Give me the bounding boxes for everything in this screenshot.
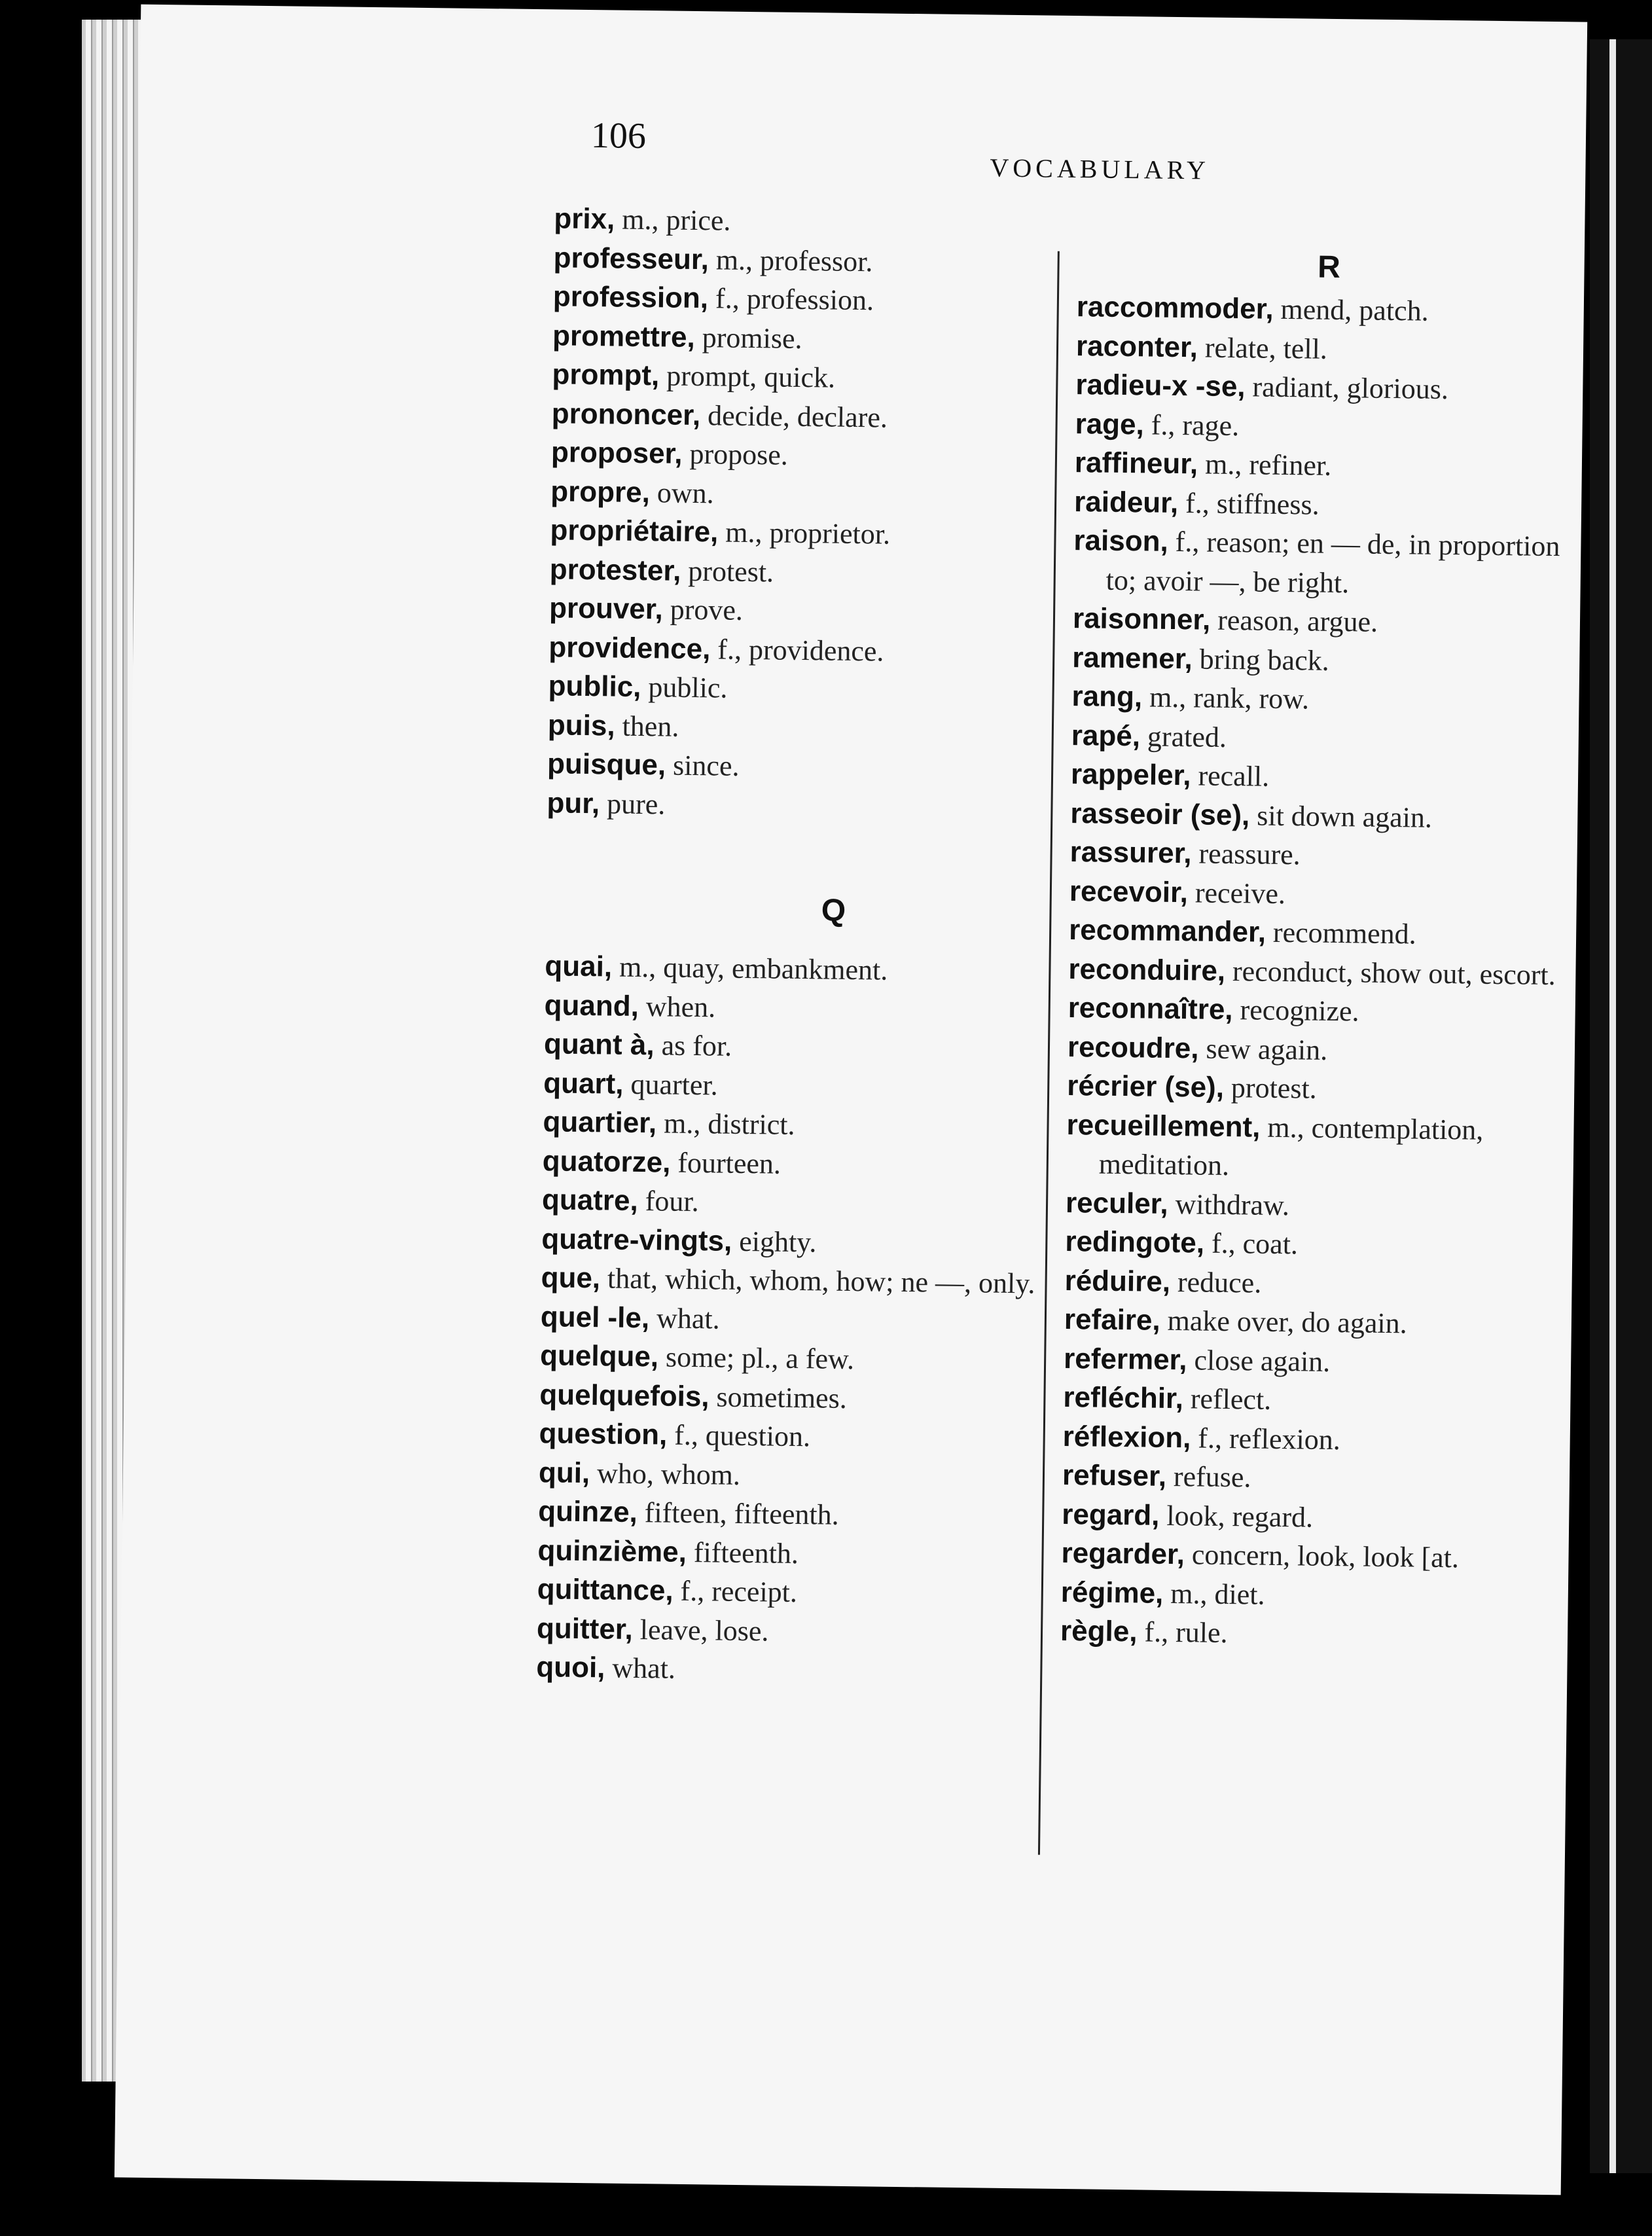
- headword: regarder,: [1061, 1536, 1185, 1571]
- headword: regard,: [1061, 1498, 1160, 1532]
- headword: propre,: [550, 475, 651, 509]
- definition: some; pl., a few.: [658, 1341, 855, 1376]
- definition: then.: [615, 710, 679, 743]
- vocab-entry: [1063, 1378, 1568, 1423]
- vocab-entry: [537, 1609, 1113, 1655]
- headword: redingote,: [1065, 1225, 1205, 1259]
- vocab-entry: [549, 588, 1126, 634]
- headword: quatre,: [541, 1183, 639, 1217]
- vocab-entry: [1060, 1572, 1565, 1617]
- headword: raison,: [1073, 524, 1169, 558]
- vocab-entry: [550, 550, 1126, 596]
- headword: quatorze,: [542, 1144, 671, 1179]
- vocab-entry: [551, 433, 1128, 478]
- headword: quai,: [545, 950, 613, 983]
- headword: raideur,: [1073, 485, 1179, 519]
- headword: prononcer,: [551, 397, 701, 431]
- definition: reflect.: [1183, 1382, 1272, 1416]
- p-entries: [547, 199, 1130, 829]
- headword: reculer,: [1065, 1186, 1168, 1220]
- definition: recall.: [1191, 759, 1270, 793]
- headword: quand,: [544, 988, 639, 1022]
- vocab-entry: [539, 1414, 1115, 1460]
- vocab-entry: [1071, 677, 1576, 722]
- headword: quant à,: [543, 1028, 655, 1062]
- vocab-entry: [538, 1492, 1115, 1538]
- vocab-entry: [548, 666, 1124, 712]
- definition: radiant, glorious.: [1245, 370, 1449, 406]
- q-entries: [536, 947, 1121, 1693]
- definition: four.: [637, 1185, 699, 1218]
- headword: prouver,: [548, 592, 664, 626]
- vocab-entry: [1062, 1456, 1567, 1501]
- vocab-entry: [540, 1336, 1117, 1382]
- vocab-entry: [1064, 1339, 1568, 1384]
- vocab-entry: [548, 706, 1124, 751]
- vocab-entry: [1073, 599, 1577, 644]
- vocab-entry: [1062, 1494, 1566, 1540]
- vocab-entry: [544, 1024, 1121, 1070]
- vocab-entry: [1067, 1066, 1571, 1111]
- definition: m., rank, row.: [1141, 681, 1310, 715]
- page-number: 106: [590, 115, 647, 157]
- headword: prompt,: [552, 358, 660, 392]
- headword: quartier,: [543, 1106, 657, 1140]
- vocab-entry: [543, 1102, 1119, 1148]
- definition: prove.: [662, 593, 744, 626]
- vocab-entry: [1068, 1028, 1572, 1073]
- definition: f., rule.: [1137, 1615, 1228, 1650]
- vocab-entry: [542, 1142, 1119, 1187]
- definition: what.: [649, 1301, 720, 1335]
- definition: concern, look, look [at.: [1184, 1538, 1460, 1574]
- headword: recueillement,: [1066, 1108, 1261, 1144]
- definition: m., quay, embankment.: [611, 950, 888, 986]
- definition: sometimes.: [709, 1380, 848, 1415]
- r-entries: [1060, 287, 1581, 1657]
- vocab-entry: [1064, 1261, 1569, 1307]
- definition: m., proprietor.: [718, 516, 891, 550]
- definition: as for.: [654, 1029, 732, 1062]
- headword: règle,: [1060, 1614, 1138, 1648]
- vocab-entry: [1071, 716, 1575, 761]
- vocab-entry: [1076, 287, 1581, 333]
- definition: f., coat.: [1204, 1227, 1299, 1261]
- definition: leave, lose.: [632, 1613, 769, 1648]
- headword: question,: [539, 1417, 668, 1451]
- headword: rage,: [1075, 407, 1145, 441]
- headword: refléchir,: [1063, 1380, 1184, 1415]
- headword: refuser,: [1062, 1458, 1167, 1492]
- headword: radieu-x -se,: [1075, 369, 1246, 403]
- headword: reconduire,: [1068, 952, 1226, 987]
- headword: quinze,: [537, 1495, 638, 1529]
- headword: refermer,: [1063, 1342, 1187, 1376]
- vocab-entry: [1066, 1183, 1570, 1229]
- vocab-entry: [1069, 911, 1573, 956]
- headword: rang,: [1071, 680, 1143, 713]
- headword: professeur,: [553, 241, 709, 276]
- headword: qui,: [538, 1456, 590, 1489]
- vocab-entry: [1068, 950, 1573, 995]
- definition: f., reflexion.: [1191, 1421, 1341, 1456]
- definition: what.: [605, 1651, 676, 1685]
- definition: receive.: [1187, 876, 1286, 910]
- definition: m., price.: [615, 203, 731, 237]
- definition: f., providence.: [710, 632, 884, 668]
- vocab-entry: [552, 355, 1128, 401]
- definition: public.: [641, 671, 728, 704]
- definition: recognize.: [1232, 994, 1359, 1028]
- vocab-entry: [547, 744, 1124, 790]
- vocab-entry: [1069, 872, 1574, 917]
- vocab-entry: [539, 1375, 1116, 1421]
- section-letter-q: Q: [821, 893, 846, 928]
- vocab-entry: [544, 986, 1121, 1032]
- headword: raisonner,: [1072, 602, 1211, 636]
- headword: recevoir,: [1069, 875, 1189, 909]
- definition: m., refiner.: [1197, 448, 1332, 482]
- headword: promettre,: [552, 319, 696, 353]
- vocab-entry: [1066, 1106, 1570, 1189]
- headword: raffineur,: [1074, 446, 1198, 480]
- headword: public,: [548, 670, 641, 704]
- definition: bring back.: [1192, 642, 1329, 677]
- headword: quitter,: [536, 1612, 634, 1646]
- vocab-entry: [543, 1064, 1120, 1109]
- definition: f., reason; en — de, in proportion to; avoir —, be right.: [1105, 525, 1560, 599]
- headword: providence,: [548, 630, 711, 665]
- vocab-entry: [552, 316, 1129, 362]
- definition: m., diet.: [1163, 1577, 1265, 1611]
- vocab-entry: [1061, 1534, 1566, 1579]
- definition: relate, tell.: [1197, 331, 1328, 365]
- definition: fourteen.: [670, 1146, 781, 1180]
- headword: récrier (se),: [1066, 1070, 1225, 1104]
- vocab-entry: [1073, 521, 1577, 605]
- vocab-entry: [536, 1648, 1113, 1693]
- vocab-entry: [541, 1258, 1117, 1304]
- definition: who, whom.: [589, 1456, 741, 1491]
- headword: puisque,: [547, 748, 666, 782]
- vocab-entry: [1071, 755, 1575, 800]
- right-column: [1060, 242, 1581, 1657]
- definition: eighty.: [731, 1225, 817, 1258]
- headword: quelquefois,: [539, 1378, 709, 1413]
- definition: propose.: [682, 437, 789, 471]
- vocab-entry: [1070, 794, 1575, 839]
- headword: pur,: [547, 786, 600, 820]
- headword: puis,: [547, 708, 615, 742]
- vocab-entry: [553, 238, 1130, 284]
- headword: proposer,: [550, 436, 683, 470]
- vocab-entry: [537, 1531, 1114, 1577]
- headword: refaire,: [1064, 1303, 1160, 1337]
- definition: f., profession.: [708, 282, 874, 317]
- vocab-entry: [1075, 443, 1579, 488]
- vocab-entry: [553, 277, 1130, 323]
- definition: fifteen, fifteenth.: [637, 1496, 839, 1531]
- definition: recommend.: [1265, 916, 1416, 950]
- headword: reconnaître,: [1068, 992, 1233, 1026]
- headword: rappeler,: [1070, 758, 1191, 792]
- vocab-entry: [1065, 1222, 1570, 1267]
- definition: promise.: [694, 321, 802, 355]
- definition: m., district.: [656, 1107, 795, 1141]
- page-header: [139, 103, 1586, 206]
- headword: protester,: [549, 552, 681, 587]
- vocab-entry: [550, 472, 1127, 518]
- definition: refuse.: [1166, 1460, 1251, 1494]
- definition: grated.: [1140, 719, 1227, 753]
- definition: sew again.: [1198, 1032, 1328, 1066]
- definition: since.: [665, 749, 740, 782]
- section-letter-r: R: [1317, 249, 1341, 285]
- definition: when.: [638, 990, 716, 1023]
- headword: prix,: [554, 202, 615, 236]
- vocab-entry: [1076, 327, 1581, 372]
- book-page: [115, 5, 1587, 2195]
- definition: reassure.: [1191, 837, 1301, 871]
- definition: own.: [649, 476, 714, 509]
- definition: sit down again.: [1249, 799, 1433, 834]
- vocab-entry: [1069, 833, 1574, 878]
- definition: fifteenth.: [686, 1536, 799, 1570]
- definition: mend, patch.: [1273, 293, 1429, 327]
- vocab-entry: [1074, 482, 1579, 528]
- definition: look, regard.: [1159, 1499, 1314, 1534]
- right-page-edge: [1590, 39, 1652, 2173]
- definition: reason, argue.: [1210, 604, 1378, 638]
- headword: quinzième,: [537, 1534, 687, 1568]
- headword: régime,: [1060, 1576, 1164, 1610]
- headword: recommander,: [1068, 914, 1266, 948]
- vocab-entry: [545, 947, 1121, 992]
- headword: raconter,: [1075, 329, 1198, 363]
- vocab-entry: [1068, 988, 1572, 1034]
- headword: réduire,: [1064, 1264, 1171, 1298]
- definition: pure.: [599, 787, 666, 820]
- definition: f., stiffness.: [1177, 486, 1320, 521]
- vocab-entry: [551, 394, 1128, 440]
- vocab-entry: [1075, 405, 1579, 450]
- vocab-entry: [1060, 1612, 1565, 1657]
- definition: make over, do again.: [1160, 1304, 1407, 1340]
- headword: recoudre,: [1067, 1030, 1199, 1064]
- headword: quelque,: [539, 1339, 659, 1373]
- definition: that, which, whom, how; ne —, only.: [600, 1262, 1035, 1300]
- definition: m., contemplation, meditation.: [1098, 1111, 1484, 1182]
- definition: f., receipt.: [673, 1574, 798, 1609]
- definition: f., rage.: [1143, 408, 1240, 442]
- definition: protest.: [681, 554, 774, 588]
- left-column: [536, 199, 1130, 1693]
- headword: quart,: [543, 1066, 624, 1100]
- vocab-entry: [537, 1570, 1113, 1615]
- vocab-entry: [1075, 365, 1580, 410]
- headword: quel -le,: [540, 1300, 650, 1334]
- headword: profession,: [552, 280, 709, 315]
- headword: propriétaire,: [550, 514, 719, 549]
- definition: prompt, quick.: [658, 359, 836, 394]
- vocab-entry: [541, 1297, 1117, 1343]
- vocab-entry: [1072, 638, 1577, 683]
- running-head: VOCABULARY: [990, 153, 1210, 185]
- vocab-entry: [1064, 1300, 1569, 1345]
- definition: withdraw.: [1168, 1187, 1290, 1221]
- headword: rapé,: [1071, 719, 1141, 752]
- vocab-entry: [554, 199, 1130, 245]
- definition: decide, declare.: [700, 399, 888, 434]
- definition: protest.: [1223, 1071, 1318, 1105]
- vocab-entry: [550, 511, 1126, 556]
- headword: rassurer,: [1069, 836, 1192, 870]
- vocab-entry: [547, 784, 1123, 829]
- definition: reduce.: [1170, 1265, 1262, 1299]
- definition: f., question.: [666, 1418, 811, 1453]
- headword: raccommoder,: [1076, 291, 1274, 325]
- definition: reconduct, show out, escort.: [1225, 954, 1556, 991]
- headword: rasseoir (se),: [1070, 797, 1250, 831]
- vocab-entry: [542, 1180, 1119, 1226]
- headword: quoi,: [536, 1651, 605, 1684]
- definition: m., professor.: [708, 243, 873, 278]
- headword: quittance,: [537, 1573, 673, 1607]
- headword: quatre-vingts,: [541, 1222, 732, 1257]
- definition: quarter.: [623, 1068, 718, 1102]
- vocab-entry: [548, 628, 1125, 674]
- headword: réflexion,: [1062, 1420, 1191, 1454]
- vocab-entry: [1062, 1416, 1567, 1462]
- headword: ramener,: [1071, 641, 1193, 675]
- headword: que,: [541, 1261, 601, 1295]
- vocab-entry: [541, 1219, 1118, 1265]
- vocab-entry: [539, 1453, 1115, 1499]
- definition: close again.: [1187, 1343, 1331, 1378]
